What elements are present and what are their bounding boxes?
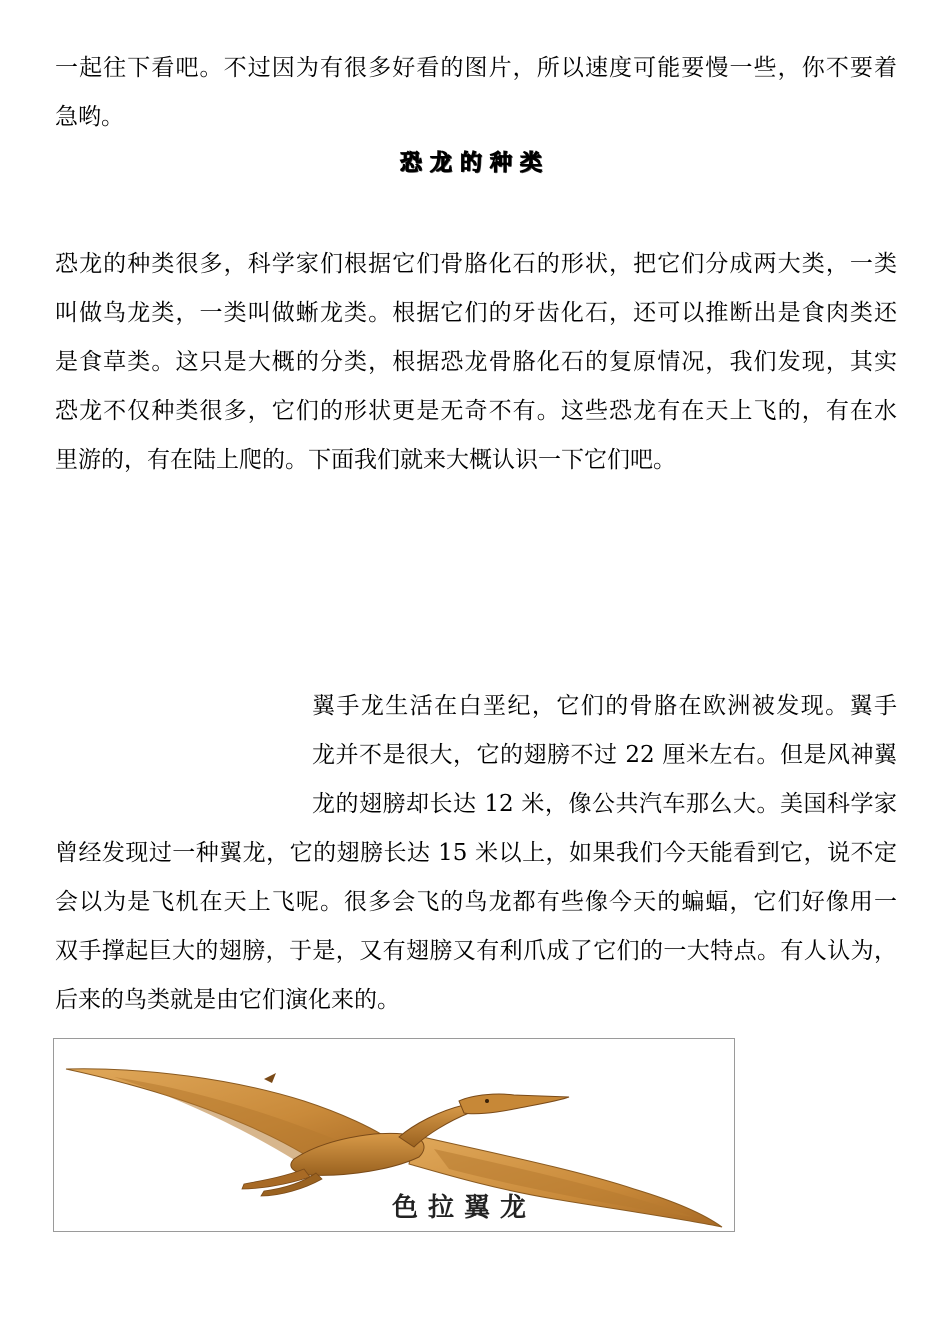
text-line: 里游的，有在陆上爬的。下面我们就来大概认识一下它们吧。 [55, 447, 676, 473]
figure-caption: 色拉翼龙 [392, 1193, 537, 1223]
intro-paragraph [55, 44, 897, 142]
pterosaur-figure [53, 1038, 735, 1232]
eye [485, 1099, 489, 1103]
section-title: 恐龙的种类 [399, 150, 550, 176]
text-line: 龙的翅膀却长达 12 米，像公共汽车那么大。美国科学家 [312, 791, 897, 817]
dinosaur-types-paragraph [55, 240, 897, 485]
text-line: 曾经发现过一种翼龙，它的翅膀长达 15 米以上，如果我们今天能看到它，说不定 [55, 840, 897, 866]
text-line: 会以为是飞机在天上飞呢。很多会飞的鸟龙都有些像今天的蝙蝠，它们好像用一 [55, 889, 897, 915]
text-line: 一起往下看吧。不过因为有很多好看的图片，所以速度可能要慢一些，你不要着 [55, 55, 897, 81]
text-line: 翼手龙生活在白垩纪，它们的骨胳在欧洲被发现。翼手 [312, 693, 897, 719]
text-line: 叫做鸟龙类，一类叫做蜥龙类。根据它们的牙齿化石，还可以推断出是食肉类还 [55, 300, 897, 326]
text-line: 恐龙不仅种类很多，它们的形状更是无奇不有。这些恐龙有在天上飞的，有在水 [55, 398, 897, 424]
text-line: 急哟。 [55, 104, 124, 130]
text-line: 是食草类。这只是大概的分类，根据恐龙骨胳化石的复原情况，我们发现，其实 [55, 349, 897, 375]
text-line: 双手撑起巨大的翅膀，于是，又有翅膀又有利爪成了它们的一大特点。有人认为， [55, 938, 897, 964]
pterosaur-paragraph [55, 682, 897, 1025]
text-line: 恐龙的种类很多，科学家们根据它们骨胳化石的形状，把它们分成两大类，一类 [55, 251, 897, 277]
text-line: 龙并不是很大，它的翅膀不过 22 厘米左右。但是风神翼 [312, 742, 897, 768]
head [459, 1094, 569, 1114]
text-line: 后来的鸟类就是由它们演化来的。 [55, 987, 400, 1013]
